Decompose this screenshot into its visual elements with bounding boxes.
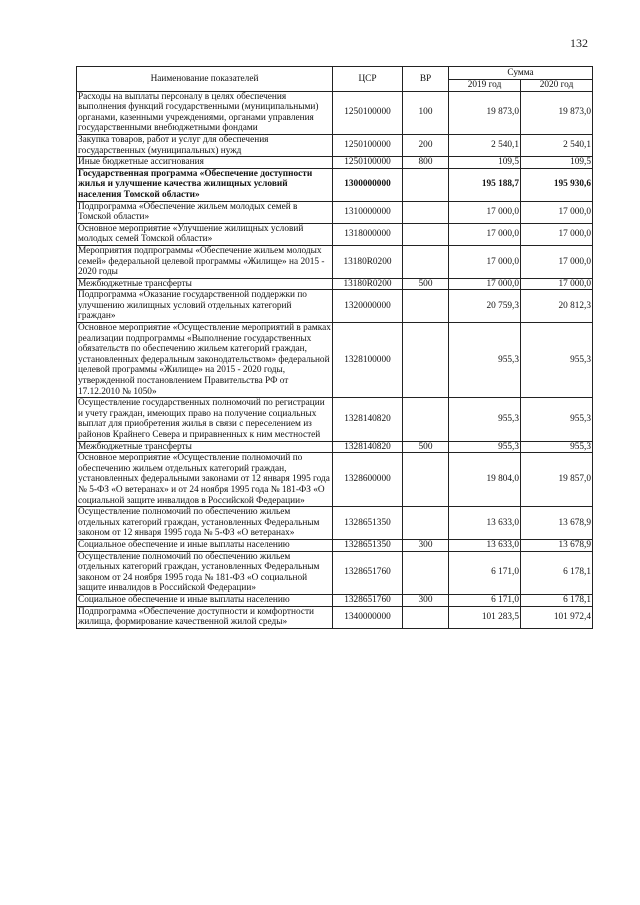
row-sum-2020: 101 972,4	[521, 606, 593, 628]
row-name: Осуществление полномочий по обеспечению жильем отдельных категорий граждан, установленных Федеральным законом от 24 ноября 1995 года № 181-ФЗ «О социальной защите инвалидов в Российской Федерации»	[77, 551, 333, 594]
header-csr: ЦСР	[333, 67, 403, 92]
budget-table	[76, 66, 593, 629]
row-vr	[403, 551, 449, 594]
row-sum-2020: 17 000,0	[521, 223, 593, 245]
row-vr	[403, 201, 449, 223]
row-sum-2019: 17 000,0	[449, 278, 521, 290]
header-year-2020: 2020 год	[521, 80, 593, 92]
row-vr: 300	[403, 594, 449, 606]
row-name: Основное мероприятие «Осуществление полномочий по обеспечению жильем отдельных категорий граждан, установленных федеральными законами от 12 января 1995 года № 5-ФЗ «О ветеранах» и от 24 ноября 1995 года № 181-ФЗ «О социальной защите инвалидов в Российской Федерации»	[77, 453, 333, 507]
row-csr: 1328140820	[333, 398, 403, 441]
row-name: Иные бюджетные ассигнования	[77, 157, 333, 169]
row-name: Основное мероприятие «Осуществление мероприятий в рамках реализации подпрограммы «Выполнение государственных обязательств по обеспечению жильем категорий граждан, установленных федеральным законодательством» федеральной целевой программы «Жилище» на 2015 - 2020 годы, утвержденной постановлением Правительства РФ от 17.12.2010 № 1050»	[78, 323, 331, 397]
row-csr: 1250100000	[333, 91, 403, 134]
row-name: Подпрограмма «Оказание государственной поддержки по улучшению жилищных условий отдельных категорий граждан»	[77, 290, 333, 323]
row-sum-2019: 6 171,0	[449, 551, 521, 594]
row-sum-2019: 17 000,0	[449, 201, 521, 223]
table-row	[77, 223, 593, 245]
page-number: 132	[570, 36, 588, 50]
row-sum-2020: 109,5	[521, 157, 593, 169]
table-row	[77, 245, 593, 278]
row-sum-2020: 20 812,3	[521, 290, 593, 323]
row-name: Государственная программа «Обеспечение доступности жилья и улучшение качества жилищных условий населения Томской области»	[77, 168, 333, 201]
table-row	[77, 168, 593, 201]
row-sum-2020: 6 178,1	[521, 551, 593, 594]
table-row	[77, 398, 593, 441]
row-vr: 300	[403, 539, 449, 551]
row-csr: 1340000000	[333, 606, 403, 628]
row-vr: 800	[403, 157, 449, 169]
row-name: Закупка товаров, работ и услуг для обеспечения государственных (муниципальных) нужд	[77, 134, 333, 156]
row-csr: 1250100000	[333, 134, 403, 156]
row-name: Подпрограмма «Обеспечение доступности и комфортности жилища, формирование качественной жилой среды»	[77, 606, 333, 628]
row-sum-2020: 17 000,0	[521, 201, 593, 223]
row-sum-2020: 955,3	[521, 441, 593, 453]
row-sum-2019: 2 540,1	[449, 134, 521, 156]
row-csr: 1328651760	[333, 594, 403, 606]
row-name: Мероприятия подпрограммы «Обеспечение жильем молодых семей» федеральной целевой программы «Жилище» на 2015 - 2020 годы	[77, 245, 333, 278]
row-csr: 13180R0200	[333, 278, 403, 290]
row-name: Социальное обеспечение и иные выплаты населению	[77, 539, 333, 551]
row-sum-2020: 195 930,6	[521, 168, 593, 201]
table-row	[77, 91, 593, 134]
table-row	[77, 134, 593, 156]
row-sum-2019: 17 000,0	[449, 223, 521, 245]
row-sum-2020: 13 678,9	[521, 507, 593, 540]
row-csr: 1320000000	[333, 290, 403, 323]
row-name: Межбюджетные трансферты	[77, 278, 333, 290]
row-csr: 1310000000	[333, 201, 403, 223]
row-csr: 1328100000	[333, 323, 403, 398]
table-row	[77, 594, 593, 606]
row-name: Подпрограмма «Обеспечение жильем молодых семей в Томской области»	[77, 201, 333, 223]
row-sum-2019: 13 633,0	[449, 507, 521, 540]
row-vr: 500	[403, 441, 449, 453]
table-row	[77, 539, 593, 551]
row-sum-2019: 109,5	[449, 157, 521, 169]
row-name: Осуществление государственных полномочий по регистрации и учету граждан, имеющих право на получение социальных выплат для приобретения жилья в связи с переселением из районов Крайнего Севера и приравненных к ним местностей	[77, 398, 333, 441]
row-vr	[403, 606, 449, 628]
row-sum-2020: 955,3	[521, 323, 593, 398]
row-vr	[403, 223, 449, 245]
row-sum-2020: 2 540,1	[521, 134, 593, 156]
table-row	[77, 453, 593, 507]
row-name: Межбюджетные трансферты	[77, 441, 333, 453]
row-vr	[403, 507, 449, 540]
table-row	[77, 551, 593, 594]
row-name: Основное мероприятие «Улучшение жилищных условий молодых семей Томской области»	[77, 223, 333, 245]
row-csr: 1328600000	[333, 453, 403, 507]
row-csr: 1300000000	[333, 168, 403, 201]
row-sum-2019: 20 759,3	[449, 290, 521, 323]
table-body	[77, 91, 593, 628]
header-sum: Сумма	[449, 67, 593, 80]
header-year-2019: 2019 год	[449, 80, 521, 92]
row-sum-2019: 19 873,0	[449, 91, 521, 134]
row-sum-2020: 17 000,0	[521, 245, 593, 278]
row-vr	[403, 398, 449, 441]
row-sum-2020: 6 178,1	[521, 594, 593, 606]
row-csr: 1328651760	[333, 551, 403, 594]
row-csr: 1318000000	[333, 223, 403, 245]
table-row	[77, 157, 593, 169]
table-row	[77, 323, 593, 398]
row-sum-2019: 955,3	[449, 441, 521, 453]
row-sum-2019: 17 000,0	[449, 245, 521, 278]
table-row	[77, 441, 593, 453]
row-name: Осуществление полномочий по обеспечению жильем отдельных категорий граждан, установленных Федеральным законом от 12 января 1995 года № 5-ФЗ «О ветеранах»	[77, 507, 333, 540]
row-vr	[403, 453, 449, 507]
row-csr: 13180R0200	[333, 245, 403, 278]
row-vr: 100	[403, 91, 449, 134]
row-sum-2020: 19 873,0	[521, 91, 593, 134]
row-csr: 1328140820	[333, 441, 403, 453]
row-vr: 200	[403, 134, 449, 156]
row-sum-2019: 13 633,0	[449, 539, 521, 551]
table-row	[77, 606, 593, 628]
row-sum-2019: 101 283,5	[449, 606, 521, 628]
row-csr: 1250100000	[333, 157, 403, 169]
row-csr: 1328651350	[333, 507, 403, 540]
row-vr	[403, 290, 449, 323]
table-row	[77, 507, 593, 540]
row-sum-2019: 955,3	[449, 398, 521, 441]
row-sum-2020: 13 678,9	[521, 539, 593, 551]
row-vr	[403, 168, 449, 201]
row-csr: 1328651350	[333, 539, 403, 551]
row-sum-2019: 195 188,7	[449, 168, 521, 201]
table-row	[77, 201, 593, 223]
row-sum-2019: 6 171,0	[449, 594, 521, 606]
row-name: Социальное обеспечение и иные выплаты населению	[77, 594, 333, 606]
row-vr	[403, 323, 449, 398]
row-sum-2020: 955,3	[521, 398, 593, 441]
table-row	[77, 278, 593, 290]
table-row	[77, 290, 593, 323]
row-vr	[403, 245, 449, 278]
row-sum-2019: 19 804,0	[449, 453, 521, 507]
row-name: Расходы на выплаты персоналу в целях обеспечения выполнения функций государственными (муниципальными) органами, казенными учреждениями, органами управления государственными внебюджетными фондами	[77, 91, 333, 134]
row-sum-2019: 955,3	[449, 323, 521, 398]
row-vr: 500	[403, 278, 449, 290]
row-sum-2020: 19 857,0	[521, 453, 593, 507]
row-sum-2020: 17 000,0	[521, 278, 593, 290]
header-vr: ВР	[403, 67, 449, 92]
header-name: Наименование показателей	[77, 67, 333, 92]
